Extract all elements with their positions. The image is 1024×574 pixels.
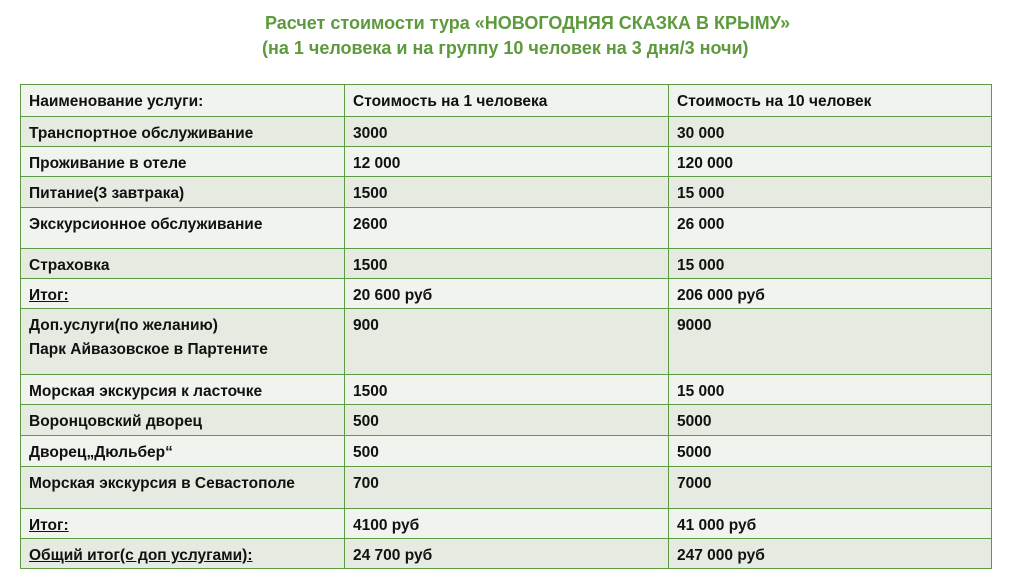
title-line-1: Расчет стоимости тура «НОВОГОДНЯЯ СКАЗКА В КРЫМУ» bbox=[265, 13, 791, 33]
service-name: Страховка bbox=[21, 249, 345, 279]
cost-per-person: 1500 bbox=[345, 375, 669, 405]
subtotal-per-group: 206 000 руб bbox=[669, 279, 992, 309]
table-row bbox=[21, 436, 992, 467]
service-name: Питание(3 завтрака) bbox=[21, 177, 345, 208]
cost-per-person: 12 000 bbox=[345, 147, 669, 177]
cost-per-group: 26 000 bbox=[669, 208, 992, 249]
table-header-row bbox=[21, 85, 992, 117]
page-title bbox=[262, 11, 790, 61]
table-row bbox=[21, 467, 992, 509]
header-cost-per-group: Стоимость на 10 человек bbox=[669, 85, 992, 117]
subtotal-label: Итог: bbox=[21, 509, 345, 539]
subtotal-row bbox=[21, 509, 992, 539]
service-name: Дворец„Дюльбер“ bbox=[21, 436, 345, 467]
grand-total-label: Общий итог(с доп услугами): bbox=[21, 539, 345, 569]
table-row bbox=[21, 117, 992, 147]
cost-per-person: 500 bbox=[345, 405, 669, 436]
service-name: Транспортное обслуживание bbox=[21, 117, 345, 147]
subtotal-per-group: 41 000 руб bbox=[669, 509, 992, 539]
service-name: Воронцовский дворец bbox=[21, 405, 345, 436]
table-row bbox=[21, 249, 992, 279]
grand-total-row bbox=[21, 539, 992, 569]
service-name: Экскурсионное обслуживание bbox=[21, 208, 345, 249]
cost-per-person: 700 bbox=[345, 467, 669, 509]
cost-per-group: 15 000 bbox=[669, 249, 992, 279]
table-row bbox=[21, 147, 992, 177]
service-name: Проживание в отеле bbox=[21, 147, 345, 177]
title-line-2: (на 1 человека и на группу 10 человек на 3 дня/3 ночи) bbox=[262, 38, 749, 58]
cost-per-group: 30 000 bbox=[669, 117, 992, 147]
cost-per-group: 7000 bbox=[669, 467, 992, 509]
subtotal-per-person: 4100 руб bbox=[345, 509, 669, 539]
cost-per-group: 5000 bbox=[669, 436, 992, 467]
cost-per-group: 15 000 bbox=[669, 177, 992, 208]
table-row bbox=[21, 375, 992, 405]
cost-per-person: 500 bbox=[345, 436, 669, 467]
cost-per-person: 3000 bbox=[345, 117, 669, 147]
cost-per-person: 2600 bbox=[345, 208, 669, 249]
cost-per-person: 1500 bbox=[345, 177, 669, 208]
cost-per-group: 5000 bbox=[669, 405, 992, 436]
grand-total-per-group: 247 000 руб bbox=[669, 539, 992, 569]
cost-per-group: 120 000 bbox=[669, 147, 992, 177]
subtotal-per-person: 20 600 руб bbox=[345, 279, 669, 309]
service-name: Морская экскурсия к ласточке bbox=[21, 375, 345, 405]
tour-cost-table bbox=[20, 84, 992, 569]
grand-total-per-person: 24 700 руб bbox=[345, 539, 669, 569]
header-service: Наименование услуги: bbox=[21, 85, 345, 117]
cost-per-group: 15 000 bbox=[669, 375, 992, 405]
cost-per-group: 9000 bbox=[669, 309, 992, 375]
service-name: Морская экскурсия в Севастополе bbox=[21, 467, 345, 509]
table-row bbox=[21, 309, 992, 375]
table-row bbox=[21, 177, 992, 208]
cost-per-person: 900 bbox=[345, 309, 669, 375]
subtotal-label: Итог: bbox=[21, 279, 345, 309]
service-name: Доп.услуги(по желанию) Парк Айвазовское в Партените bbox=[21, 309, 345, 375]
subtotal-row bbox=[21, 279, 992, 309]
table-row bbox=[21, 405, 992, 436]
header-cost-per-person: Стоимость на 1 человека bbox=[345, 85, 669, 117]
cost-per-person: 1500 bbox=[345, 249, 669, 279]
table-row bbox=[21, 208, 992, 249]
